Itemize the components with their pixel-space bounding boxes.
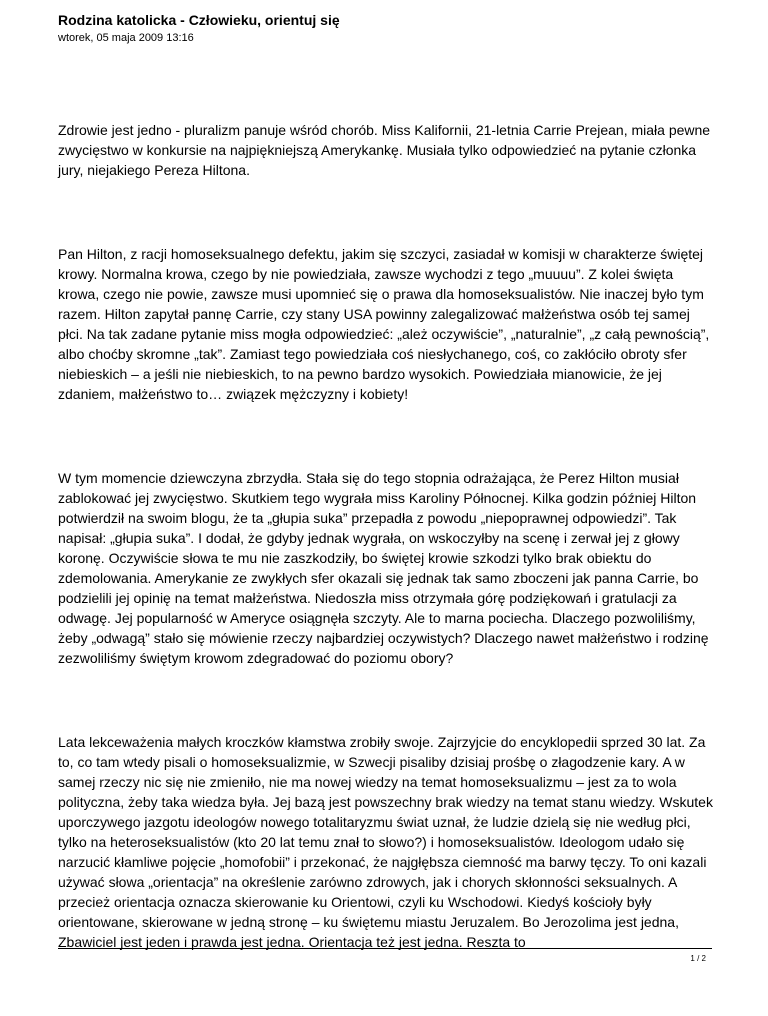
page-number: 1 / 2 [690, 954, 706, 963]
article-body [58, 120, 718, 1016]
article-paragraph: Zdrowie jest jedno - pluralizm panuje wśród chorób. Miss Kalifornii, 21-letnia Carrie Prejean, miała pewne zwycięstwo w konkursie na najpiękniejszą Amerykankę. Musiała tylko odpowiedzieć na pytanie członka jury, niejakiego Pereza Hiltona. [58, 122, 711, 178]
article-paragraph: W tym momencie dziewczyna zbrzydła. Stała się do tego stopnia odrażająca, że Perez Hilton musiał zablokować jej zwycięstwo. Skutkiem tego wygrała miss Karoliny Północnej. Kilka godzin później Hilton potwierdził na swoim blogu, że ta „głupia suka” przepadła z powodu „niepoprawnej odpowiedzi”. Tak napisał: „głupia suka”. I dodał, że gdyby jednak wygrała, on wskoczyłby na scenę i zerwał jej z głowy koronę. Oczywiście słowa te mu nie zaszkodziły, bo świętej krowie szkodzi tylko brak obiektu do zdemolowania. Amerykanie ze zwykłych sfer okazali się jednak tak samo zboczeni jak panna Carrie, bo podzielili jej opinię na temat małżeństwa. Niedoszła miss otrzymała górę podziękowań i gratulacji za odwagę. Jej popularność w Ameryce osiągnęła szczyty. Ale to marna pociecha. Dlaczego pozwoliliśmy, żeby „odwagą” stało się mówienie rzeczy najbardziej oczywistych? Dlaczego nawet małżeństwo i rodzinę zezwoliliśmy świętym krowom zdegradować do poziomu obory? [58, 470, 709, 666]
article-paragraph: Lata lekceważenia małych kroczków kłamstwa zrobiły swoje. Zajrzyjcie do encyklopedii sprzed 30 lat. Za to, co tam wtedy pisali o homoseksualizmie, w Szwecji pisaliby dzisiaj prośbę o złagodzenie kary. A w samej rzeczy nic się nie zmieniło, nie ma nowej wiedzy na temat homoseksualizmu – jest za to wola polityczna, żeby taka wiedza była. Jej bazą jest powszechny brak wiedzy na temat stanu wiedzy. Wskutek uporczywego jazgotu ideologów nowego totalitaryzmu świat uznał, że ludzie dzielą się nie według płci, tylko na heteroseksualistów (kto 20 lat temu znał to słowo?) i homoseksualistów. Ideologom udało się narzucić kłamliwe pojęcie „homofobii” i przekonać, że najgłębsza ciemność ma barwy tęczy. To oni kazali używać słowa „orientacja” na określenie zarówno zdrowych, jak i chorych skłonności seksualnych. A przecież orientacja oznacza skierowanie ku Orientowi, czyli ku Wschodowi. Kiedyś kościoły były orientowane, skierowane w jedną stronę – ku świętemu miastu Jeruzalem. Bo Jerozolima jest jedna, Zbawiciel jest jeden i prawda jest jedna. Orientacja też jest jedna. Reszta to [58, 734, 713, 950]
article-paragraph: Pan Hilton, z racji homoseksualnego defektu, jakim się szczyci, zasiadał w komisji w charakterze świętej krowy. Normalna krowa, czego by nie powiedziała, zawsze wychodzi z tego „muuuu”. Z kolei święta krowa, czego nie powie, zawsze musi upomnieć się o prawa dla homoseksualistów. Nie inaczej było tym razem. Hilton zapytał pannę Carrie, czy stany USA powinny zalegalizować małżeństwa osób tej samej płci. Na tak zadane pytanie miss mogła odpowiedzieć: „ależ oczywiście”, „naturalnie”, „z całą pewnością”, albo choćby skromne „tak”. Zamiast tego powiedziała coś niesłychanego, coś, co zakłóciło obroty sfer niebieskich – a jeśli nie niebieskich, to na pewno bardzo wysokich. Powiedziała mianowicie, że jej zdaniem, małżeństwo to… związek mężczyzny i kobiety! [58, 246, 710, 402]
document-title: Rodzina katolicka - Człowieku, orientuj się [58, 12, 340, 28]
publish-date: wtorek, 05 maja 2009 13:16 [58, 32, 194, 44]
footer-divider [58, 948, 712, 949]
